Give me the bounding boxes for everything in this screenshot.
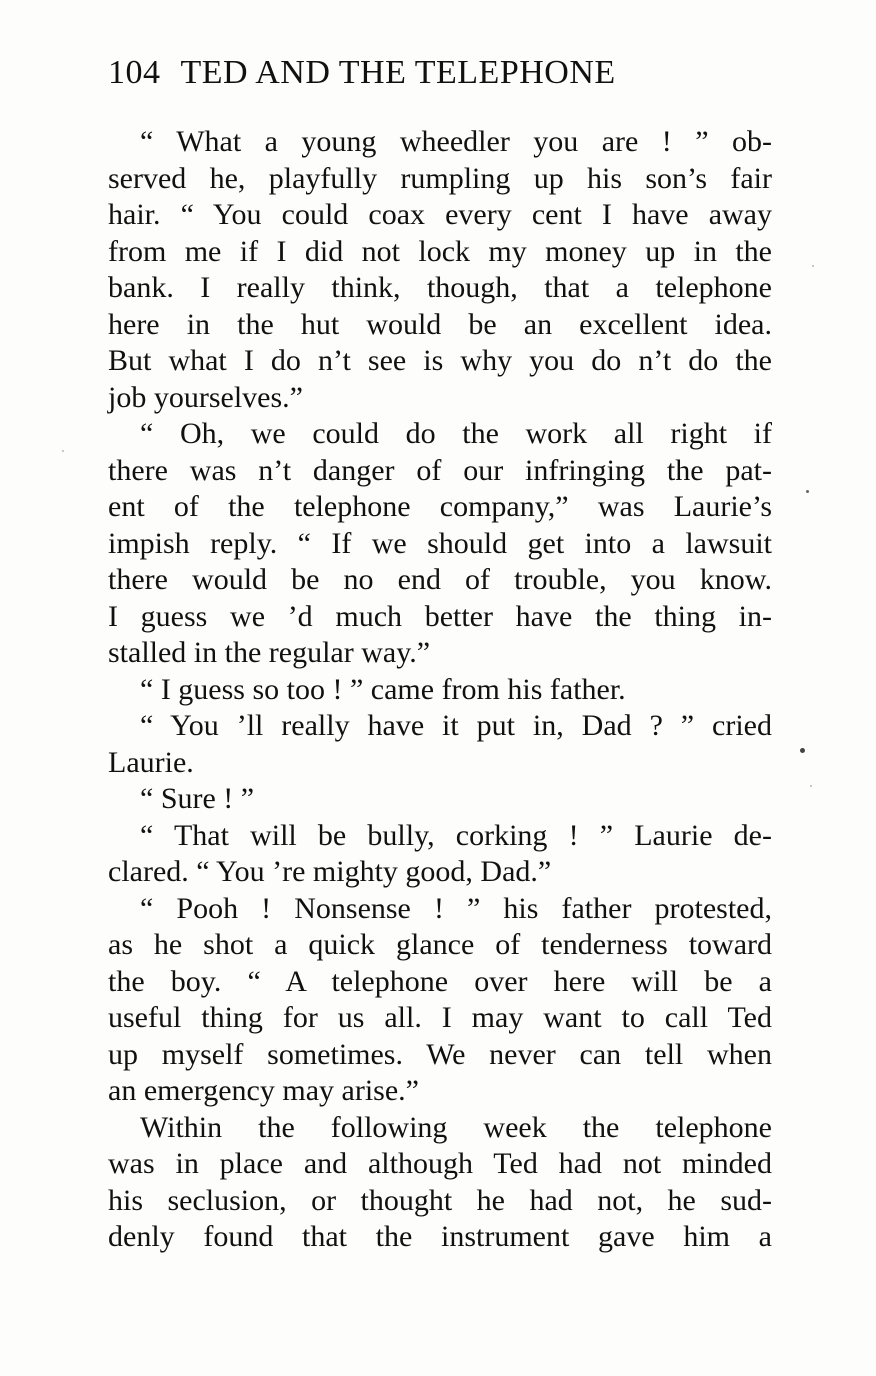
text-line: served he, playfully rumpling up his son’s fair — [108, 161, 772, 195]
text-line: his seclusion, or thought he had not, he sud- — [108, 1183, 772, 1217]
scan-speck — [62, 450, 64, 452]
text-line: “ Sure ! ” — [140, 782, 255, 815]
scan-speck — [800, 748, 805, 753]
running-title: TED AND THE TELEPHONE — [180, 54, 616, 91]
text-line: stalled in the regular way.” — [108, 636, 431, 669]
text-line: there would be no end of trouble, you know. — [108, 563, 772, 596]
text-line: clared. “ You ’re mighty good, Dad.” — [108, 855, 552, 888]
scan-speck — [810, 785, 812, 787]
text-line: job yourselves.” — [108, 380, 303, 414]
text-line: here in the hut would be an excellent idea. — [108, 307, 772, 341]
page-number: 104 — [108, 54, 161, 91]
text-line: was in place and although Ted had not minded — [108, 1147, 772, 1180]
text-line: I guess we ’d much better have the thing in- — [108, 599, 772, 633]
text-line: impish reply. “ If we should get into a lawsuit — [108, 526, 772, 560]
text-line: denly found that the instrument gave him a — [108, 1220, 772, 1253]
text-line: “ Pooh ! Nonsense ! ” his father protested, — [140, 891, 772, 925]
text-line: Laurie. — [108, 745, 194, 779]
scan-speck — [806, 490, 809, 493]
text-line: “ You ’ll really have it put in, Dad ? ” cried — [140, 709, 772, 742]
text-line: “ Oh, we could do the work all right if — [140, 417, 772, 450]
text-line: “ I guess so too ! ” came from his father. — [140, 672, 626, 706]
text-line: bank. I really think, though, that a telephone — [108, 271, 772, 304]
text-line: as he shot a quick glance of tenderness toward — [108, 928, 772, 961]
text-line: there was n’t danger of our infringing the pat- — [108, 453, 772, 487]
text-line: But what I do n’t see is why you do n’t do the — [108, 344, 772, 377]
scan-speck — [812, 265, 814, 267]
text-line: “ What a young wheedler you are ! ” ob- — [140, 125, 772, 158]
text-line: an emergency may arise.” — [108, 1074, 419, 1107]
text-line: hair. “ You could coax every cent I have away — [108, 198, 772, 231]
text-line: from me if I did not lock my money up in the — [108, 234, 772, 268]
text-line: up myself sometimes. We never can tell when — [108, 1037, 772, 1071]
text-line: ent of the telephone company,” was Laurie’s — [108, 490, 772, 523]
text-line: useful thing for us all. I may want to call Ted — [108, 1001, 772, 1034]
text-line: Within the following week the telephone — [140, 1110, 772, 1144]
text-line: the boy. “ A telephone over here will be a — [108, 964, 772, 998]
text-line: “ That will be bully, corking ! ” Laurie de- — [140, 818, 772, 852]
body-text — [108, 124, 772, 1256]
running-header — [108, 54, 788, 104]
